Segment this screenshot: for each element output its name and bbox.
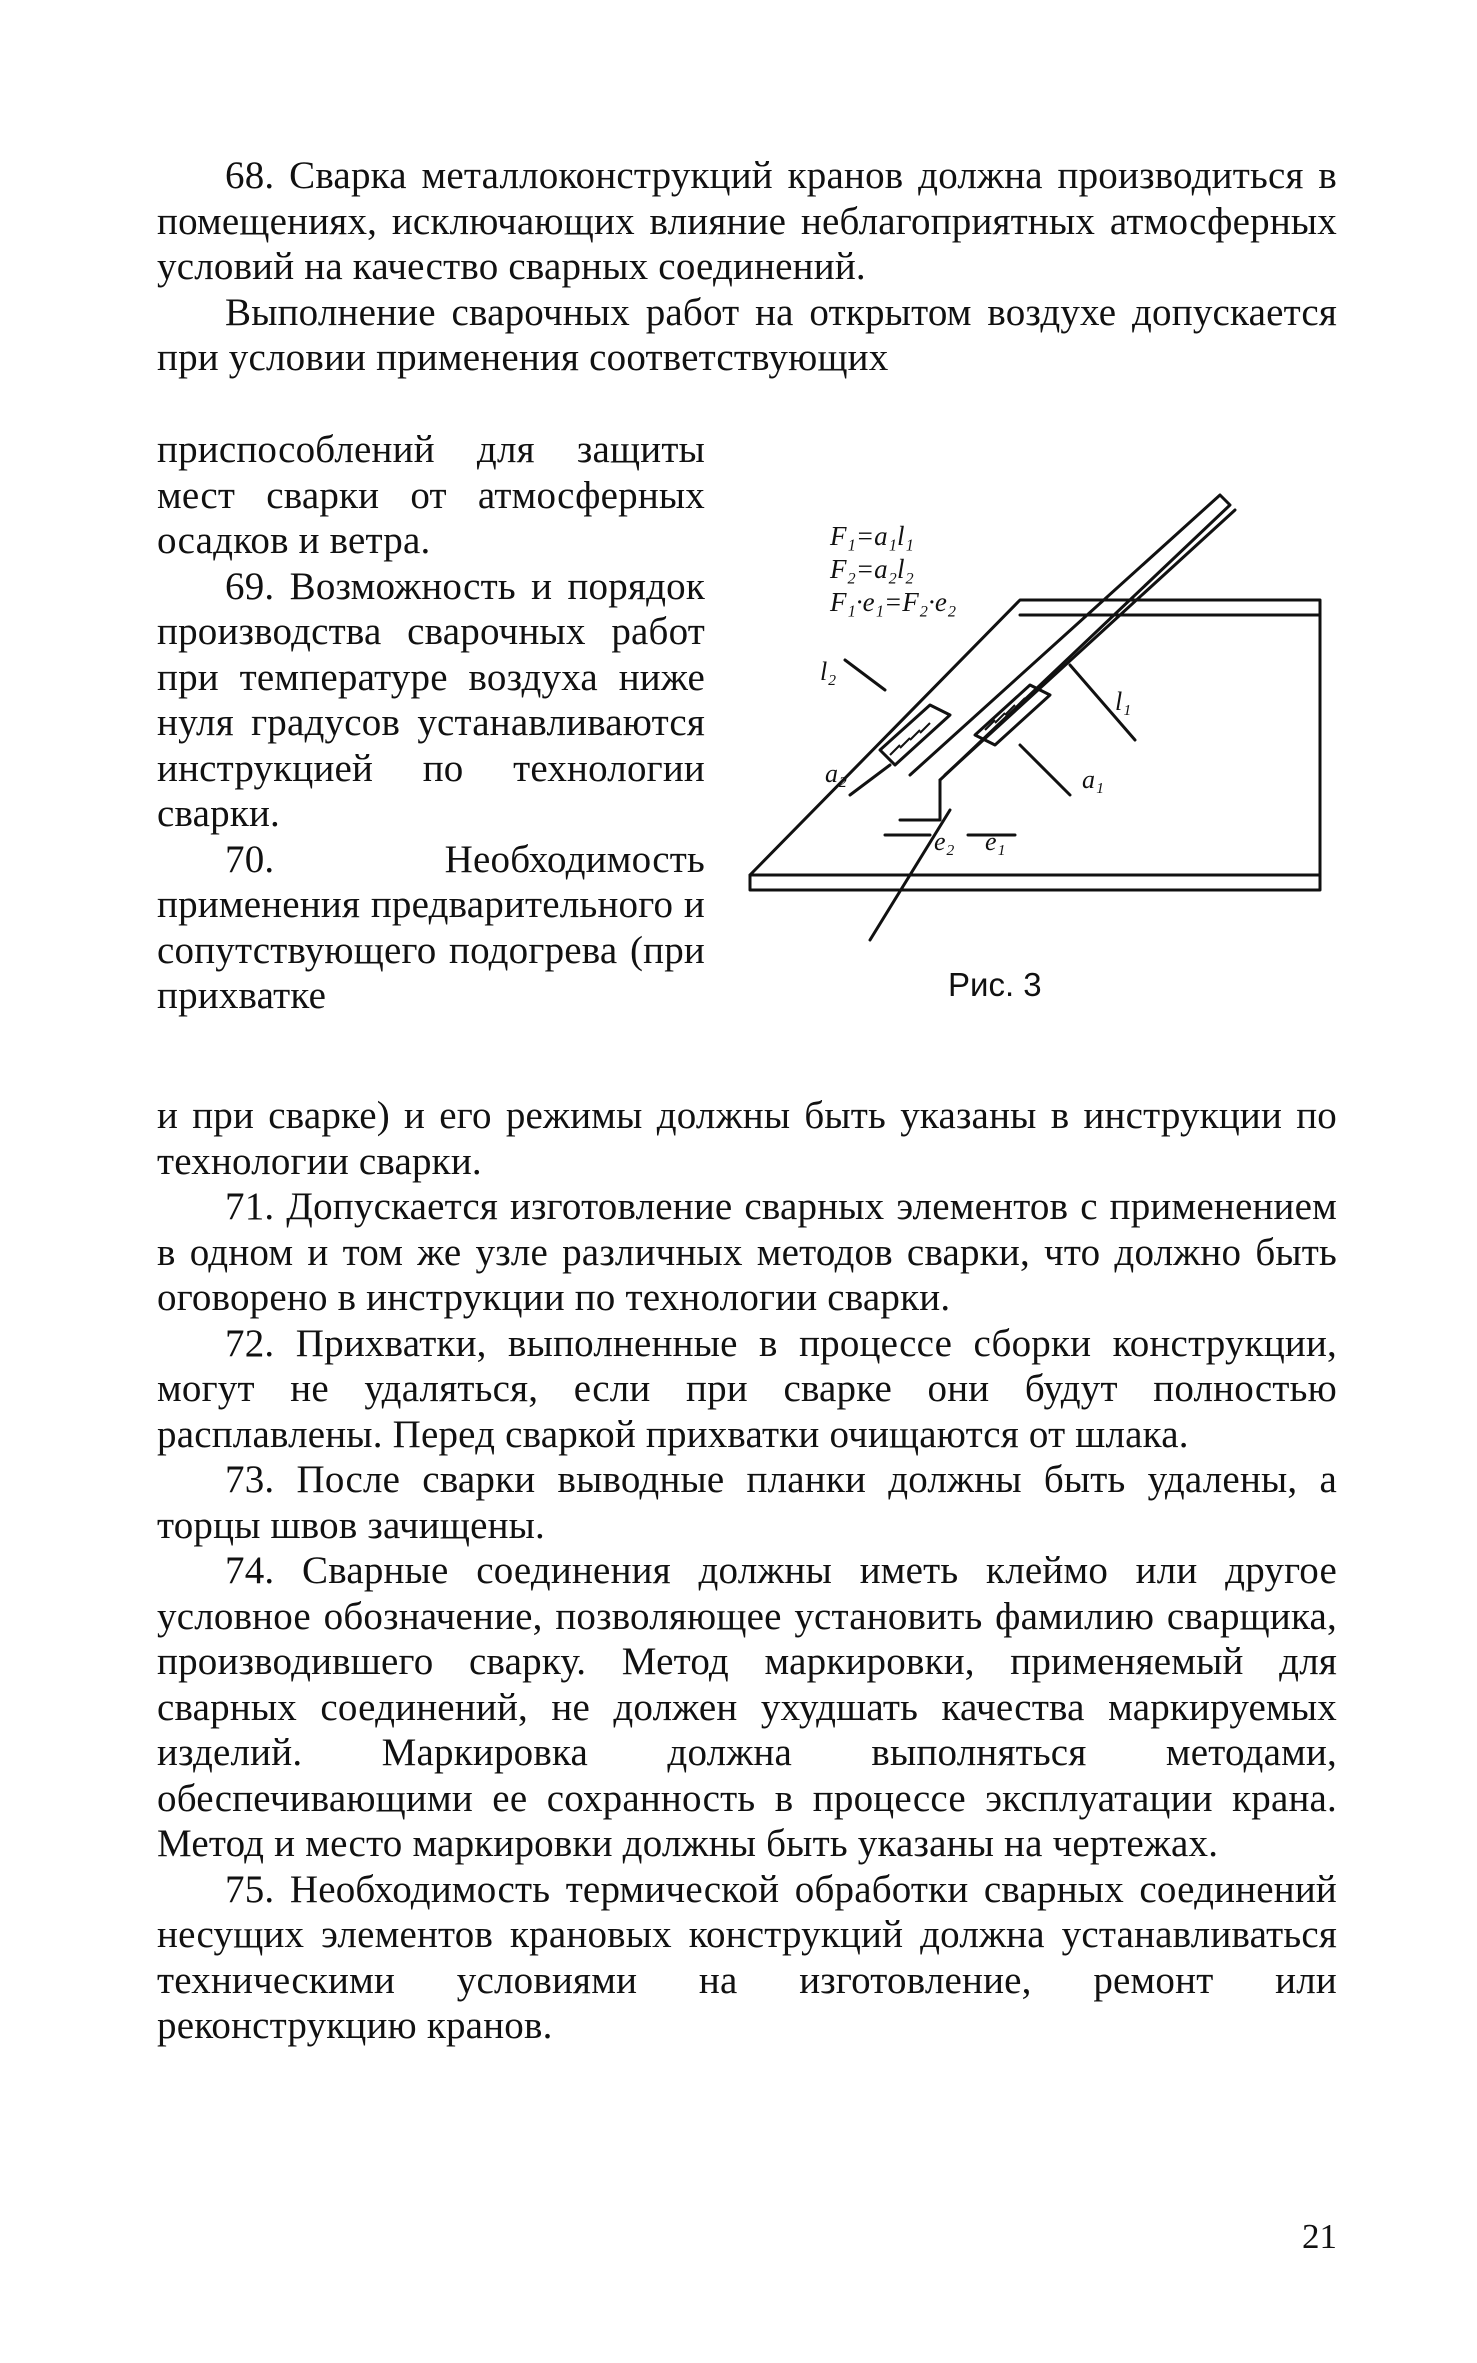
paragraph-68-continuation: Выполнение сварочных работ на открытом воздухе допускается при условии применения соответствующих [157, 290, 1337, 379]
formula-f2: F₂=a₂l₂ [830, 554, 914, 584]
weld-diagram-svg [720, 490, 1340, 960]
l2-leader [845, 660, 885, 690]
paragraph-70-end: и при сварке) и его режимы должны быть указаны в инструкции по технологии сварки. [157, 1094, 1337, 1183]
a1-leader [1020, 745, 1070, 795]
base-plate-edge [750, 875, 1320, 890]
formula-f1: F₁=a₁l₁ [830, 521, 914, 551]
formula-moment-balance: F₁·e₁=F₂·e₂ [830, 587, 957, 617]
page-number: 21 [1302, 2217, 1337, 2256]
web-right-line [945, 510, 1235, 775]
label-a1: a₁ [1082, 765, 1105, 794]
label-l2: l₂ [820, 657, 837, 686]
paragraph-73: 73. После сварки выводные планки должны быть удалены, а торцы швов зачищены. [157, 1458, 1337, 1547]
base-plate-top [750, 600, 1320, 875]
figure-weld-diagram [720, 490, 1340, 960]
label-l1: l₁ [1115, 687, 1132, 716]
paragraph-71: 71. Допускается изготовление сварных элементов с применением в одном и том же узле различных методов сварки, что должно быть оговорено в инструкции по технологии сварки. [157, 1185, 1337, 1319]
label-a2: a₂ [825, 759, 848, 788]
vertical-web [910, 495, 1230, 780]
text-block-bottom [157, 1093, 1337, 2049]
paragraph-74: 74. Сварные соединения должны иметь клеймо или другое условное обозначение, позволяющее установить фамилию сварщика, производившего сварку. Метод маркировки, применяемый для сварных соединений, не должен ухудшать качества маркируемых изделий. Маркировка должна выполняться методами, обеспечивающими ее сохранность в процессе эксплуатации крана. Метод и место маркировки должны быть указаны на чертежах. [157, 1549, 1337, 1865]
paragraph-68-continuation-end: приспособлений для защиты мест сварки от атмосферных осадков и ветра. [157, 428, 705, 562]
paragraph-68: 68. Сварка металлоконструкций кранов должна производиться в помещениях, исключающих влияние неблагоприятных атмосферных условий на качество сварных соединений. [157, 154, 1337, 288]
text-block-top [157, 153, 1337, 381]
paragraph-69: 69. Возможность и порядок производства сварочных работ при температуре воздуха ниже нуля градусов устанавливаются инструкцией по технологии сварки. [157, 564, 705, 835]
figure-caption: Рис. 3 [948, 966, 1042, 1003]
label-e2: e₂ [934, 827, 955, 856]
web-base [900, 780, 940, 820]
paragraph-70-start: 70. Необходимость применения предварительного и сопутствующего подогрева (при прихватке [157, 837, 705, 1017]
paragraph-75: 75. Необходимость термической обработки сварных соединений несущих элементов крановых конструкций должна устанавливаться техническими условиями на изготовление, ремонт или реконструкцию кранов. [157, 1867, 1337, 2047]
paragraph-72: 72. Прихватки, выполненные в процессе сборки конструкции, могут не удаляться, если при сварке они будут полностью расплавлены. Перед сваркой прихватки очищаются от шлака. [157, 1321, 1337, 1456]
a2-leader [850, 765, 890, 795]
label-e1: e₁ [985, 827, 1006, 856]
text-block-beside-figure [157, 427, 705, 1019]
